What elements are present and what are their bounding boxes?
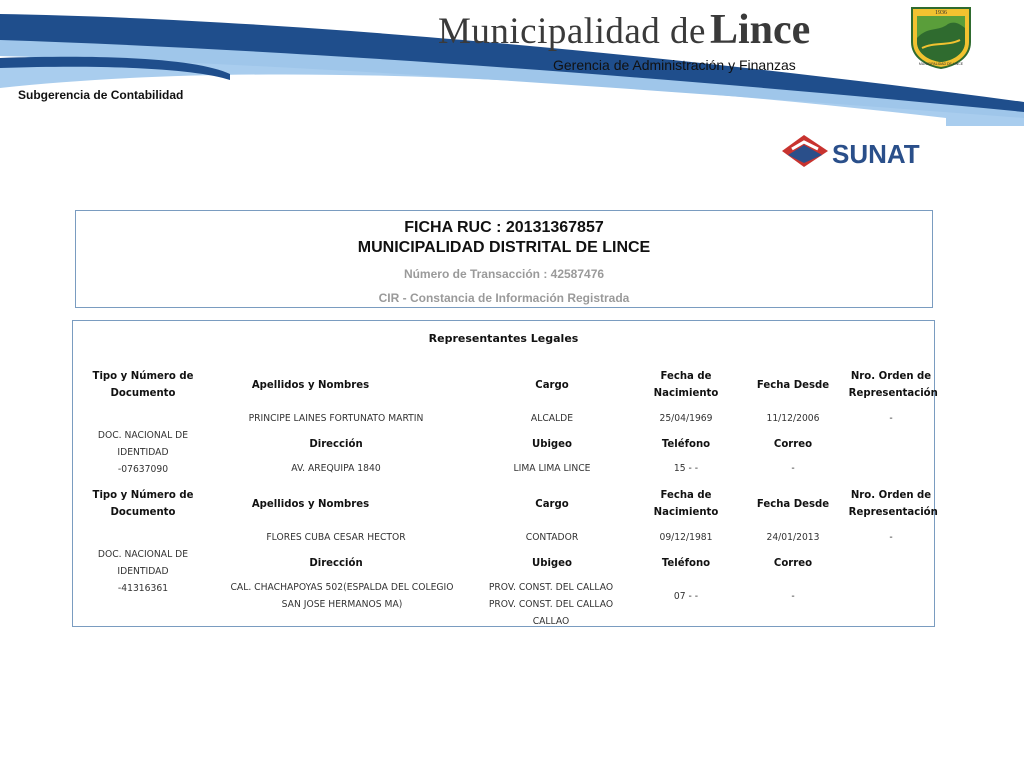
header-telefono-2: Teléfono [661, 556, 711, 569]
rep2-nro-orden: - [889, 532, 893, 543]
rep2-fecha-nacimiento: 09/12/1981 [659, 532, 713, 543]
ficha-cir-title: CIR - Constancia de Información Registrada [378, 291, 630, 305]
header-tipo-doc: Tipo y Número de Documento [92, 369, 194, 399]
rep1-cargo: ALCALDE [530, 413, 574, 424]
header-telefono: Teléfono [661, 437, 711, 450]
header-fecha-desde: Fecha Desde [756, 378, 830, 391]
crest-caption: MUNICIPALIDAD DE LINCE [918, 62, 964, 66]
header-correo: Correo [773, 437, 813, 450]
municipality-name: Lince [709, 7, 811, 53]
rep2-documento: DOC. NACIONAL DE IDENTIDAD -41316361 [97, 549, 189, 594]
rep2-correo: - [791, 591, 795, 602]
ficha-ruc-box [75, 210, 933, 308]
header-nro-orden: Nro. Orden de Representación [848, 369, 938, 399]
sunat-logo-text: SUNAT [832, 139, 920, 169]
ficha-entity-name: MUNICIPALIDAD DISTRITAL DE LINCE [357, 239, 651, 256]
rep1-ubigeo: LIMA LIMA LINCE [513, 463, 591, 474]
header-cargo-2: Cargo [535, 497, 569, 510]
header-fecha-desde-2: Fecha Desde [756, 497, 830, 510]
sunat-logo [778, 131, 930, 173]
header-nro-orden-2: Nro. Orden de Representación [848, 488, 938, 518]
ficha-transaction-number: Número de Transacción : 42587476 [403, 267, 605, 281]
header-fecha-nacimiento: Fecha de Nacimiento [653, 369, 719, 399]
rep1-telefono: 15 - - [673, 463, 699, 474]
municipality-title [438, 6, 810, 54]
legal-representatives-table [72, 320, 938, 627]
rep1-fecha-nacimiento: 25/04/1969 [659, 413, 713, 424]
legal-representatives-title: Representantes Legales [428, 332, 579, 345]
header-cargo: Cargo [535, 378, 569, 391]
header-tipo-doc-2: Tipo y Número de Documento [92, 488, 194, 518]
header-apellidos-2: Apellidos y Nombres [251, 497, 370, 510]
ficha-ruc-number: FICHA RUC : 20131367857 [404, 219, 604, 236]
header-direccion: Dirección [309, 437, 363, 450]
lince-crest-logo [908, 2, 974, 70]
municipality-prefix: Municipalidad de [438, 11, 706, 52]
rep2-ubigeo: PROV. CONST. DEL CALLAO PROV. CONST. DEL CALLAO CALLAO [488, 582, 614, 627]
rep1-nro-orden: - [889, 413, 893, 424]
rep2-fecha-desde: 24/01/2013 [766, 532, 820, 543]
header-ubigeo: Ubigeo [532, 437, 572, 450]
rep1-nombre: PRINCIPE LAINES FORTUNATO MARTIN [248, 413, 424, 424]
header-ubigeo-2: Ubigeo [532, 556, 572, 569]
header-fecha-nacimiento-2: Fecha de Nacimiento [653, 488, 719, 518]
header-apellidos: Apellidos y Nombres [251, 378, 370, 391]
header-direccion-2: Dirección [309, 556, 363, 569]
rep2-direccion: CAL. CHACHAPOYAS 502(ESPALDA DEL COLEGIO SAN JOSE HERMANOS MA) [230, 582, 454, 610]
rep1-fecha-desde: 11/12/2006 [766, 413, 820, 424]
subdepartment-name: Subgerencia de Contabilidad [18, 88, 184, 102]
rep2-telefono: 07 - - [673, 591, 699, 602]
rep1-documento: DOC. NACIONAL DE IDENTIDAD -07637090 [97, 430, 189, 475]
rep2-nombre: FLORES CUBA CESAR HECTOR [266, 532, 406, 543]
rep1-direccion: AV. AREQUIPA 1840 [291, 463, 381, 474]
rep1-correo: - [791, 463, 795, 474]
header-correo-2: Correo [773, 556, 813, 569]
crest-year: 1936 [935, 10, 947, 16]
department-name: Gerencia de Administración y Finanzas [553, 57, 796, 73]
rep2-cargo: CONTADOR [525, 532, 579, 543]
